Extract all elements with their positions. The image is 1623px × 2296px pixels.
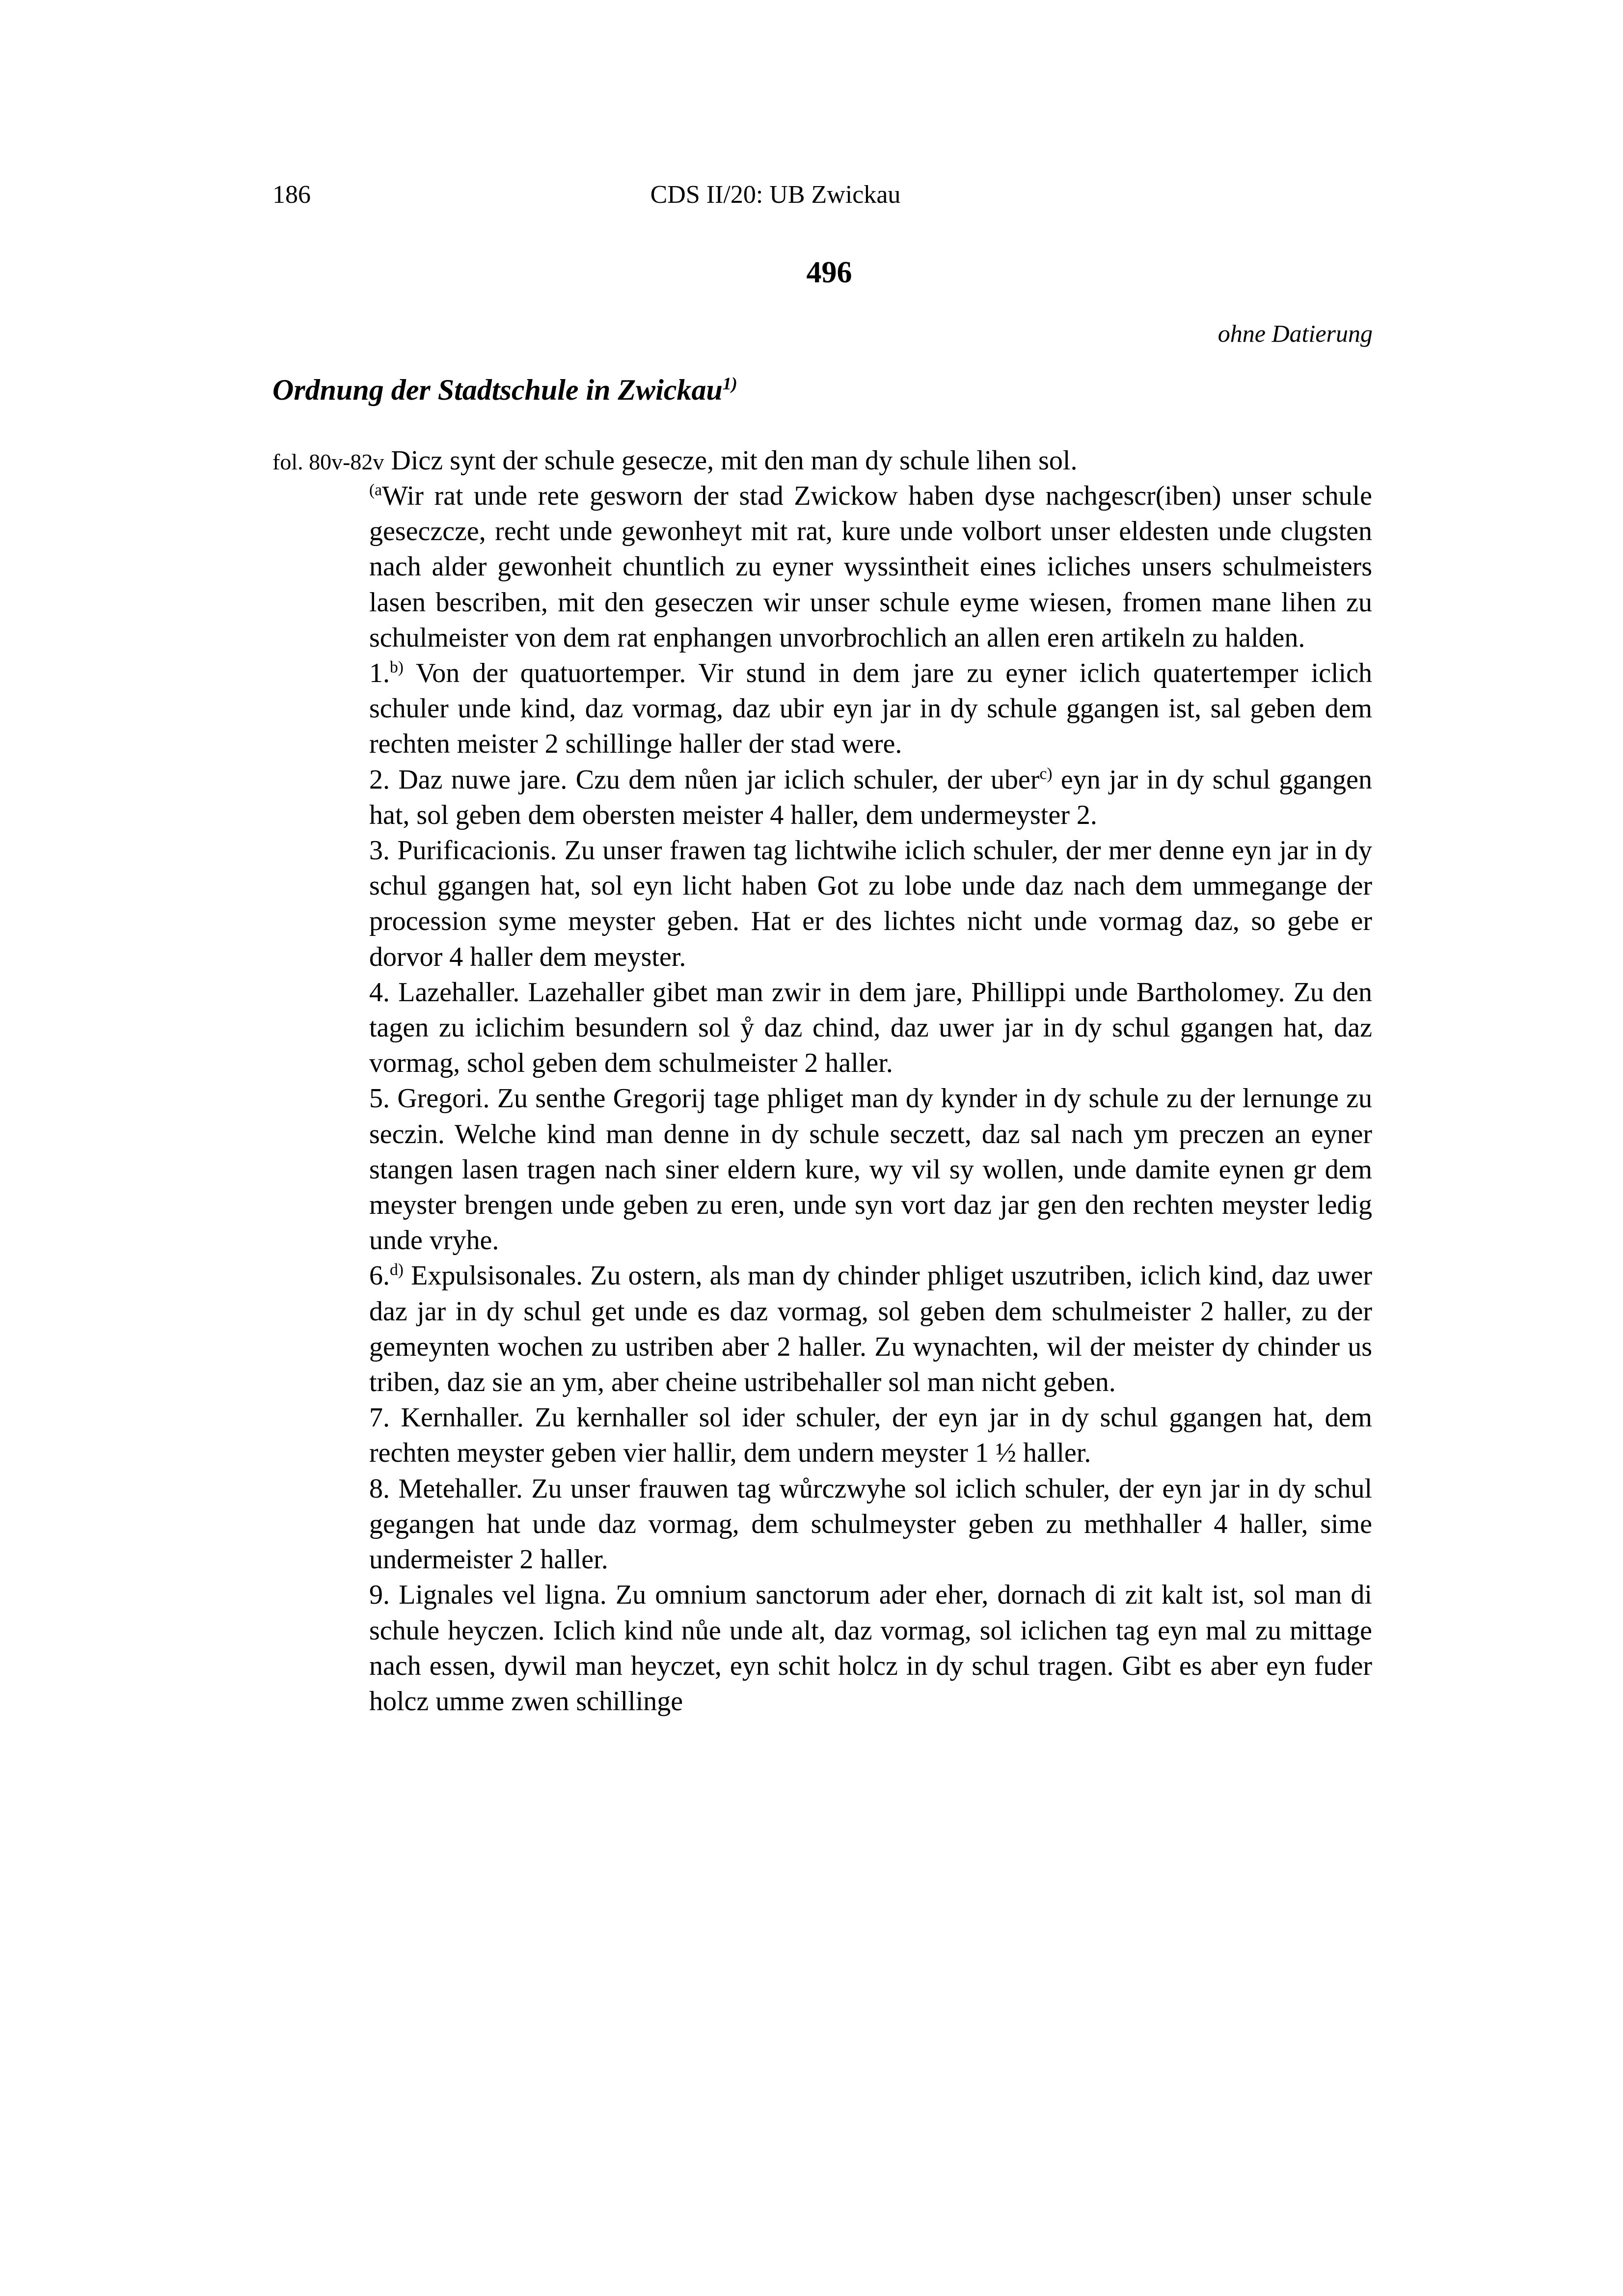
incipit-line [272, 443, 1372, 480]
paragraph-text: Expulsisonales. Zu ostern, als man dy chinder phliget uszutriben, iclich kind, daz uwer daz jar in dy schul get unde es daz vormag, sol geben dem schulmeister 2 haller, zu der gemeynten wochen zu ustriben aber 2 haller. Zu wynachten, wil der meister dy chinder us triben, daz sie an ym, aber cheine ustribehaller sol man nicht geben. [369, 1260, 1372, 1398]
document-title [272, 373, 737, 407]
document-dating: ohne Datierung [1217, 320, 1373, 347]
paragraph-article-1 [369, 656, 1372, 762]
document-title-text: Ordnung der Stadtschule in Zwickau [272, 374, 723, 406]
paragraph-text: Von der quatuortemper. Vir stund in dem jare zu eyner iclich quatertemper iclich schuler unde kind, daz vormag, daz ubir eyn jar in dy schule ggangen ist, sal geben dem rechten meister 2 schillinge haller der stad were. [369, 658, 1372, 760]
footnote-marker: b) [390, 658, 404, 677]
paragraph-article-6 [369, 1258, 1372, 1400]
running-header [272, 178, 1370, 212]
footnote-marker: c) [1039, 764, 1053, 783]
paragraph-article-5: 5. Gregori. Zu senthe Gregorij tage phliget man dy kynder in dy schule zu der lernunge zu seczin. Welche kind man denne in dy schule seczett, daz sal nach ym preczen an eyner stangen lasen tragen nach siner eldern kure, wy vil sy wollen, unde damite eynen gr dem meyster brengen unde geben zu eren, unde syn vort daz jar gen den rechten meyster ledig unde vryhe. [369, 1083, 1372, 1256]
paragraph-article-9: 9. Lignales vel ligna. Zu omnium sanctorum ader eher, dornach di zit kalt ist, sol man di schule heyczen. Iclich kind nůe unde alt, daz vormag, sol iclichen tag eyn mal zu mittage nach essen, dywil man heyczet, eyn schit holcz in dy schul tragen. Gibt es aber eyn fuder holcz umme zwen schillinge [369, 1580, 1372, 1717]
paragraph-article-4: 4. Lazehaller. Lazehaller gibet man zwir in dem jare, Phillippi unde Bartholomey. Zu den tagen zu iclichim besundern sol ẙ daz chind, daz uwer jar in dy schul ggangen hat, daz vormag, schol geben dem schulmeister 2 haller. [369, 977, 1372, 1079]
running-title: CDS II/20: UB Zwickau [650, 181, 901, 209]
title-footnote-marker: 1) [722, 374, 737, 393]
footnote-marker: (a [369, 481, 382, 499]
paragraph-prefix: 6. [369, 1260, 390, 1291]
paragraph-article-8: 8. Metehaller. Zu unser frauwen tag wůrczwyhe sol iclich schuler, der eyn jar in dy schul gegangen hat unde daz vormag, dem schulmeyster geben zu methhaller 4 haller, sime undermeister 2 haller. [369, 1473, 1372, 1575]
paragraph-text: eyn jar in dy schul ggangen hat, sol geben dem obersten meister 4 haller, dem undermeyster 2. [369, 764, 1372, 830]
paragraph-preamble [369, 478, 1372, 656]
page-number: 186 [272, 181, 311, 209]
incipit-text: Dicz synt der schule gesecze, mit den man dy schule lihen sol. [391, 445, 1078, 476]
paragraph-text: Wir rat unde rete gesworn der stad Zwickow haben dyse nachgescr(iben) unser schule geseczcze, recht unde gewonheyt mit rat, kure unde volbort unser eldesten unde clugsten nach alder gewonheit chuntlich zu eyner wyssintheit eines icliches unsers schulmeisters lasen bescriben, mit den geseczen wir unser schule eyme wiesen, fromen mane lihen zu schulmeister von dem rat enphangen unvorbrochlich an allen eren artikeln zu halden. [369, 481, 1372, 653]
paragraph-prefix: 2. Daz nuwe jare. Czu dem nůen jar iclich schuler, der uber [369, 764, 1040, 795]
document-number: 496 [806, 256, 852, 289]
paragraph-article-7: 7. Kernhaller. Zu kernhaller sol ider schuler, der eyn jar in dy schul ggangen hat, dem rechten meyster geben vier hallir, dem undern meyster 1 ½ haller. [369, 1402, 1372, 1469]
body-text [369, 478, 1372, 1719]
paragraph-article-3: 3. Purificacionis. Zu unser frawen tag lichtwihe iclich schuler, der mer denne eyn jar in dy schul ggangen hat, sol eyn licht haben Got zu lobe unde daz nach dem ummegange der procession syme meyster geben. Hat er des lichtes nicht unde vormag daz, so gebe er dorvor 4 haller dem meyster. [369, 835, 1372, 972]
footnote-marker: d) [390, 1260, 404, 1279]
folio-reference: fol. 80v-82v [272, 449, 384, 474]
paragraph-prefix: 1. [369, 658, 390, 689]
paragraph-article-2 [369, 762, 1372, 833]
